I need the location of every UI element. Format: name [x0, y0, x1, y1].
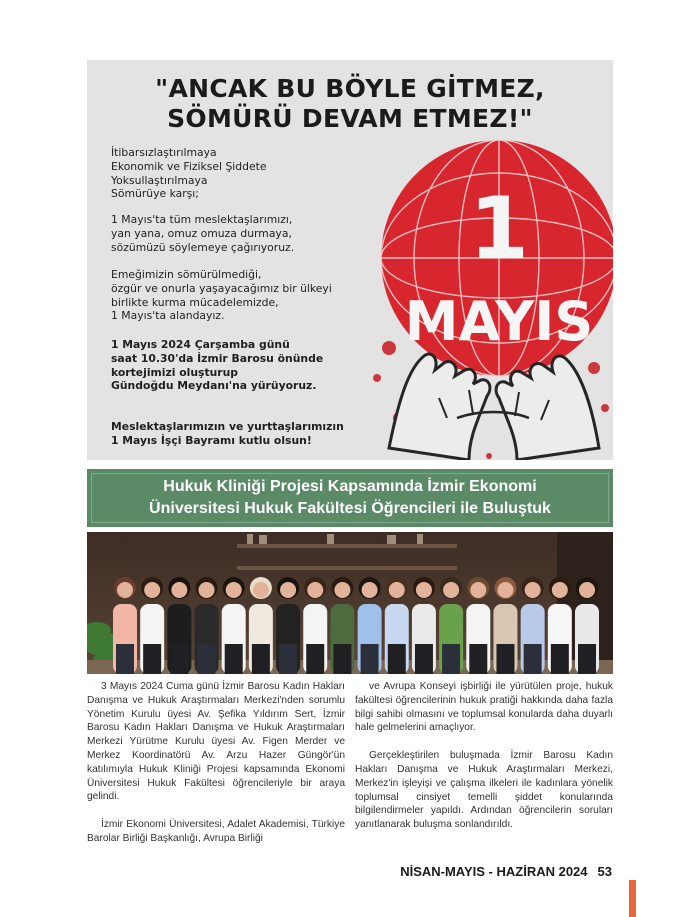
person: [276, 577, 300, 674]
person: [358, 577, 382, 674]
group-photo: [87, 532, 613, 674]
person: [493, 577, 517, 674]
person: [330, 577, 354, 674]
article-column-left: [87, 680, 345, 846]
section-title: Hukuk Kliniği Projesi Kapsamında İzmir Ekonomi Üniversitesi Hukuk Fakültesi Öğrencileri ile Buluştuk: [87, 469, 613, 527]
poster-paragraph-3: Emeğimizin sömürülmediği, özgür ve onurla yaşayacağımız bir ülkeyi birlikte kurma mücadelemizde, 1 Mayıs'ta alandayız.: [111, 268, 332, 323]
may-day-emblem: [369, 118, 613, 460]
person: [548, 577, 572, 674]
article-paragraph: İzmir Ekonomi Üniversitesi, Adalet Akademisi, Türkiye Barolar Birliği Başkanlığı, Avrupa Birliği: [87, 819, 345, 844]
person: [575, 577, 599, 674]
poster-event-details: 1 Mayıs 2024 Çarşamba günü saat 10.30'da İzmir Barosu önünde kortejimizi oluşturup Gündoğdu Meydanı'na yürüyoruz.: [111, 338, 324, 393]
issue-label: NİSAN-MAYIS - HAZİRAN 2024: [400, 864, 588, 879]
poster-greeting: Meslektaşlarımızın ve yurttaşlarımızın 1 Mayıs İşçi Bayramı kutlu olsun!: [111, 420, 344, 447]
person: [412, 577, 436, 674]
article-paragraph: Gerçekleştirilen buluşmada İzmir Barosu Kadın Hakları Danışma ve Hukuk Araştırmaları Merkezi, Merkez'in işleyişi ve çalışma ilkeleri ile kadınlara yönelik toplumsal cinsiyet temelli şiddet konularında bilgilendirmeler yapıldı. Ardından öğrencilerin soruları yanıtlanarak buluşma sonlandırıldı.: [355, 750, 613, 831]
globe-illustration: [369, 118, 613, 460]
poster-paragraph-1: İtibarsızlaştırılmaya Ekonomik ve Fiziksel Şiddete Yoksullaştırılmaya Sömürüye karşı;: [111, 146, 267, 201]
poster-paragraph-2: 1 Mayıs'ta tüm meslektaşlarımızı, yan yana, omuz omuza durmaya, sözümüzü söylemeye çağırıyoruz.: [111, 213, 295, 254]
may-day-poster: [87, 60, 613, 460]
person: [140, 577, 164, 674]
person: [439, 577, 463, 674]
emblem-word: MAYIS: [404, 290, 594, 353]
person: [466, 577, 490, 674]
person: [195, 577, 219, 674]
emblem-number: 1: [469, 179, 529, 279]
page-edge-tab: [629, 880, 636, 917]
person: [521, 577, 545, 674]
person: [303, 577, 327, 674]
person: [113, 577, 137, 674]
person: [385, 577, 409, 674]
person: [167, 577, 191, 674]
article-paragraph: ve Avrupa Konseyi işbirliği ile yürütülen proje, hukuk fakültesi öğrencilerinin hukuk pratiği hakkında daha fazla bilgi sahibi olmasını ve toplumsal konularda daha duyarlı hale gelmelerini amaçlıyor.: [355, 681, 613, 734]
page-number: 53: [597, 864, 612, 879]
person: [249, 577, 273, 674]
person: [222, 577, 246, 674]
group-photo-illustration: [87, 532, 613, 674]
article-column-right: [355, 680, 613, 832]
page-footer: [400, 864, 612, 879]
article-paragraph: 3 Mayıs 2024 Cuma günü İzmir Barosu Kadın Hakları Danışma ve Hukuk Araştırmaları Merkezi'nden sorumlu Yönetim Kurulu üyesi Av. Şefika Yıldırım Sert, İzmir Barosu Kadın Hakları Danışma ve Hukuk Araştırmaları Merkezi Yürütme Kurulu üyesi Av. Figen Merder ve Merkez Koordinatörü Av. Arzu Hazer Güngör'ün katılımıyla Hukuk Kliniği Projesi kapsamında Ekonomi Üniversitesi Hukuk Fakültesi öğrencileriyle bir araya gelindi.: [87, 681, 345, 803]
poster-headline: "ANCAK BU BÖYLE GİTMEZ, SÖMÜRÜ DEVAM ETMEZ!": [155, 74, 545, 133]
